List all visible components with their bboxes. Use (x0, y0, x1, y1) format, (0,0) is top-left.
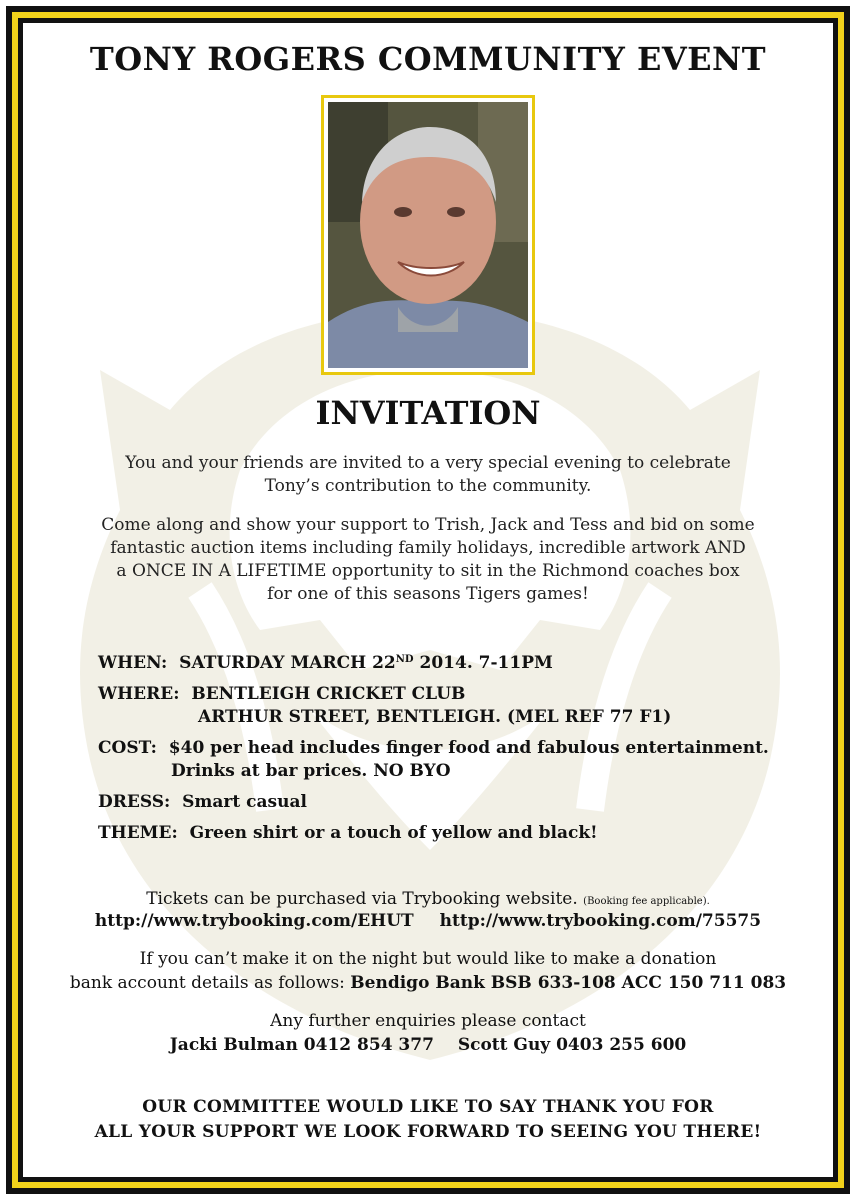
intro-paragraph (60, 452, 796, 498)
trybooking-link-75575[interactable]: http://www.trybooking.com/75575 (439, 911, 762, 931)
bank-details: Bendigo Bank BSB 633-108 ACC 150 711 083 (350, 973, 787, 993)
detail-value: SATURDAY MARCH 22 (179, 653, 396, 673)
portrait-illustration (328, 102, 528, 368)
detail-value: ARTHUR STREET, BENTLEIGH. (MEL REF 77 F1) (198, 707, 672, 727)
thanks-line: OUR COMMITTEE WOULD LIKE TO SAY THANK YOU FOR (142, 1097, 714, 1117)
enquiries-text: Any further enquiries please contact (270, 1011, 586, 1031)
detail-where (98, 683, 818, 729)
date-suffix: ND (395, 654, 414, 665)
detail-value: BENTLEIGH CRICKET CLUB (191, 684, 466, 704)
intro-line: Tony’s contribution to the community. (264, 476, 592, 496)
detail-label: WHEN: (98, 653, 168, 673)
body-line: a ONCE IN A LIFETIME opportunity to sit in the Richmond coaches box (116, 561, 740, 581)
tickets-info (0, 887, 856, 914)
body-paragraph (60, 514, 796, 606)
detail-value: $40 per head includes finger food and fabulous entertainment. (168, 738, 769, 758)
thank-you-message (0, 1095, 856, 1145)
donation-line: bank account details as follows: (69, 973, 345, 993)
ticket-links (0, 911, 856, 931)
detail-value: Green shirt or a touch of yellow and black! (189, 823, 598, 843)
contact-scott: Scott Guy 0403 255 600 (457, 1035, 687, 1055)
portrait-frame (321, 95, 535, 375)
body-line: Come along and show your support to Trish, Jack and Tess and bid on some (101, 515, 755, 535)
intro-line: You and your friends are invited to a very special evening to celebrate (125, 453, 731, 473)
detail-value: Drinks at bar prices. NO BYO (171, 761, 451, 781)
page-title: TONY ROGERS COMMUNITY EVENT (89, 40, 767, 78)
tickets-text: Tickets can be purchased via Trybooking website. (146, 889, 578, 909)
body-line: for one of this seasons Tigers games! (267, 584, 589, 604)
contact-jacki: Jacki Bulman 0412 854 377 (169, 1035, 434, 1055)
detail-when (98, 652, 818, 675)
enquiries-info (0, 1009, 856, 1057)
body-line: fantastic auction items including family holidays, incredible artwork AND (110, 538, 746, 558)
event-details (98, 652, 818, 853)
detail-value: 2014. 7-11PM (419, 653, 553, 673)
portrait-photo (328, 102, 528, 368)
detail-label: WHERE: (98, 684, 180, 704)
donation-info (0, 947, 856, 995)
detail-label: THEME: (98, 823, 178, 843)
booking-fee-note: (Booking fee applicable). (583, 896, 710, 907)
invitation-heading: INVITATION (315, 394, 541, 432)
detail-cost (98, 737, 818, 783)
trybooking-link-ehut[interactable]: http://www.trybooking.com/EHUT (94, 911, 414, 931)
detail-dress (98, 791, 818, 814)
detail-value: Smart casual (182, 792, 307, 812)
detail-theme (98, 822, 818, 845)
detail-label: COST: (98, 738, 157, 758)
detail-label: DRESS: (98, 792, 171, 812)
donation-line: If you can’t make it on the night but would like to make a donation (139, 949, 717, 969)
thanks-line: ALL YOUR SUPPORT WE LOOK FORWARD TO SEEING YOU THERE! (94, 1122, 762, 1142)
